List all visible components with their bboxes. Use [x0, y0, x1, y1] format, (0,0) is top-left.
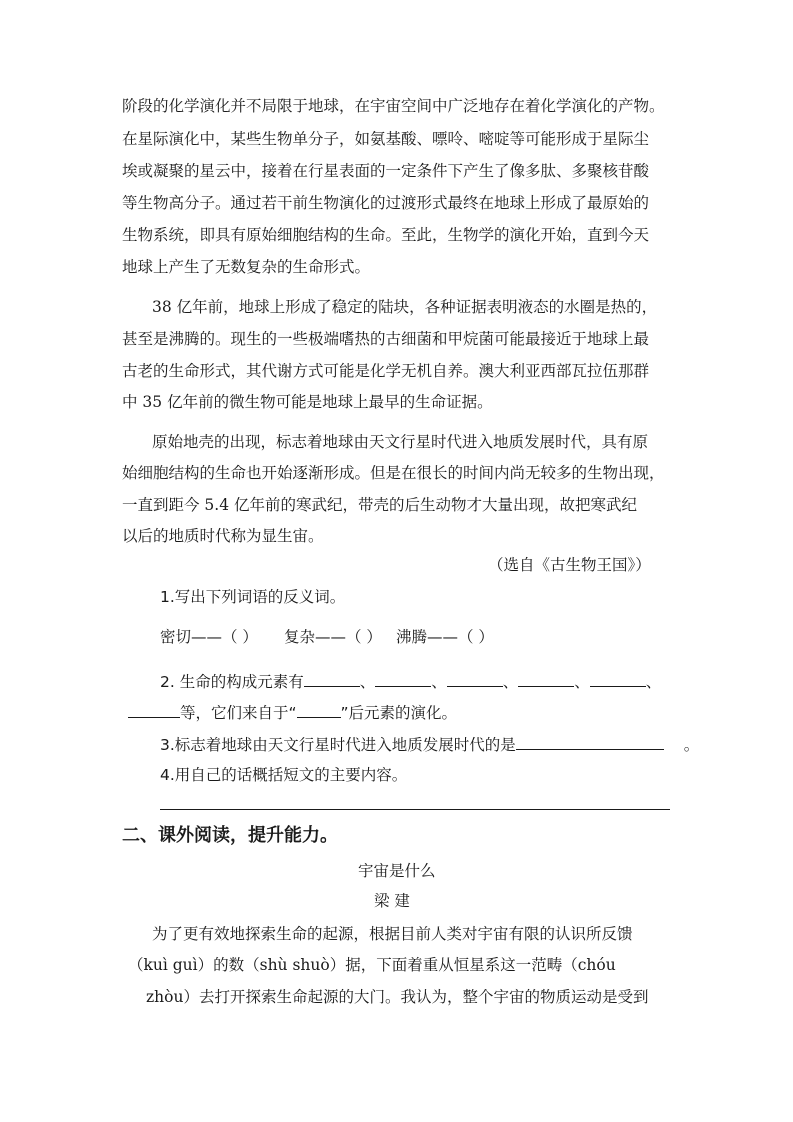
question-1-item-3: 沸腾——（ ） — [396, 628, 494, 646]
question-2-line-2 — [128, 703, 457, 723]
passage-paragraph-3-line-4: 以后的地质时代称为显生宙。 — [122, 527, 324, 545]
passage-paragraph-1-line-2: 在星际演化中，某些生物单分子，如氨基酸、嘌呤、嘧啶等可能形成于星际尘 — [122, 130, 650, 148]
question-4-text: 4.用自己的话概括短文的主要内容。 — [160, 766, 408, 784]
question-1-item-1: 密切——（ ） — [160, 628, 258, 646]
question-2-blank-5[interactable] — [590, 672, 646, 687]
passage-paragraph-3-line-1: 原始地壳的出现，标志着地球由天文行星时代进入地质发展时代，具有原 — [152, 433, 649, 451]
article-author: 梁 建 — [374, 892, 410, 910]
question-3 — [160, 735, 699, 755]
passage-paragraph-1-line-3: 埃或凝聚的星云中，接着在行星表面的一定条件下产生了像多肽、多聚核苷酸 — [122, 162, 650, 180]
question-2-prefix: 2. 生命的构成元素有 — [160, 673, 304, 691]
passage-paragraph-2-line-3: 古老的生命形式，其代谢方式可能是化学无机自养。澳大利亚西部瓦拉伍那群 — [122, 362, 650, 380]
question-2-blank-origin[interactable] — [297, 703, 341, 718]
question-2-sep: 、 — [502, 673, 519, 691]
question-1-text: 1.写出下列词语的反义词。 — [160, 588, 346, 606]
passage-paragraph-3-line-2: 始细胞结构的生命也开始逐渐形成。但是在很长的时间内尚无较多的生物出现， — [122, 464, 665, 482]
question-2-blank-4[interactable] — [518, 672, 574, 687]
question-3-end: 。 — [683, 736, 700, 754]
question-2-blank-3[interactable] — [447, 672, 503, 687]
section-2-heading: 二、课外阅读，提升能力。 — [122, 825, 338, 846]
question-2-blank-1[interactable] — [304, 672, 360, 687]
passage-paragraph-3-line-3: 一直到距今 5.4 亿年前的寒武纪，带壳的后生动物才大量出现，故把寒武纪 — [122, 496, 638, 514]
passage-paragraph-1-line-1: 阶段的化学演化并不局限于地球，在宇宙空间中广泛地存在着化学演化的产物。 — [122, 97, 665, 115]
article-title: 宇宙是什么 — [358, 862, 436, 880]
article-line-3: zhòu）去打开探索生命起源的大门。我认为，整个宇宙的物质运动是受到 — [146, 988, 649, 1006]
question-2-sep: 、 — [574, 673, 590, 691]
question-2-sep: 、 — [359, 673, 376, 691]
question-1-item-2: 复杂——（ ） — [284, 628, 382, 646]
question-2-line-1 — [160, 672, 661, 692]
question-3-blank[interactable] — [516, 735, 664, 750]
question-2-suffix-b: ”后元素的演化。 — [340, 704, 458, 722]
question-2-blank-6[interactable] — [128, 703, 180, 718]
question-3-text: 3.标志着地球由天文行星时代进入地质发展时代的是 — [160, 736, 516, 754]
passage-paragraph-2-line-4: 中 35 亿年前的微生物可能是地球上最早的生命证据。 — [122, 393, 493, 411]
passage-paragraph-1-line-6: 地球上产生了无数复杂的生命形式。 — [122, 258, 371, 276]
question-2-blank-2[interactable] — [375, 672, 431, 687]
passage-paragraph-1-line-5: 生物系统，即具有原始细胞结构的生命。至此，生物学的演化开始，直到今天 — [122, 226, 650, 244]
passage-paragraph-1-line-4: 等生物高分子。通过若干前生物演化的过渡形式最终在地球上形成了最原始的 — [122, 194, 650, 212]
question-2-sep: 、 — [431, 673, 447, 691]
question-2-sep: 、 — [645, 673, 662, 691]
question-4-answer-line[interactable] — [160, 809, 670, 810]
article-line-2: （kuì guì）的数（shù shuò）据，下面着重从恒星系这一范畴（chóu — [128, 956, 616, 974]
passage-source: （选自《古生物王国》） — [488, 556, 651, 574]
article-line-1: 为了更有效地探索生命的起源，根据目前人类对宇宙有限的认识所反馈 — [152, 925, 633, 943]
passage-paragraph-2-line-2: 甚至是沸腾的。现生的一些极端嗜热的古细菌和甲烷菌可能最接近于地球上最 — [122, 330, 650, 348]
question-2-suffix-a: 等，它们来自于“ — [180, 704, 297, 722]
passage-paragraph-2-line-1: 38 亿年前，地球上形成了稳定的陆块，各种证据表明液态的水圈是热的， — [152, 298, 658, 316]
